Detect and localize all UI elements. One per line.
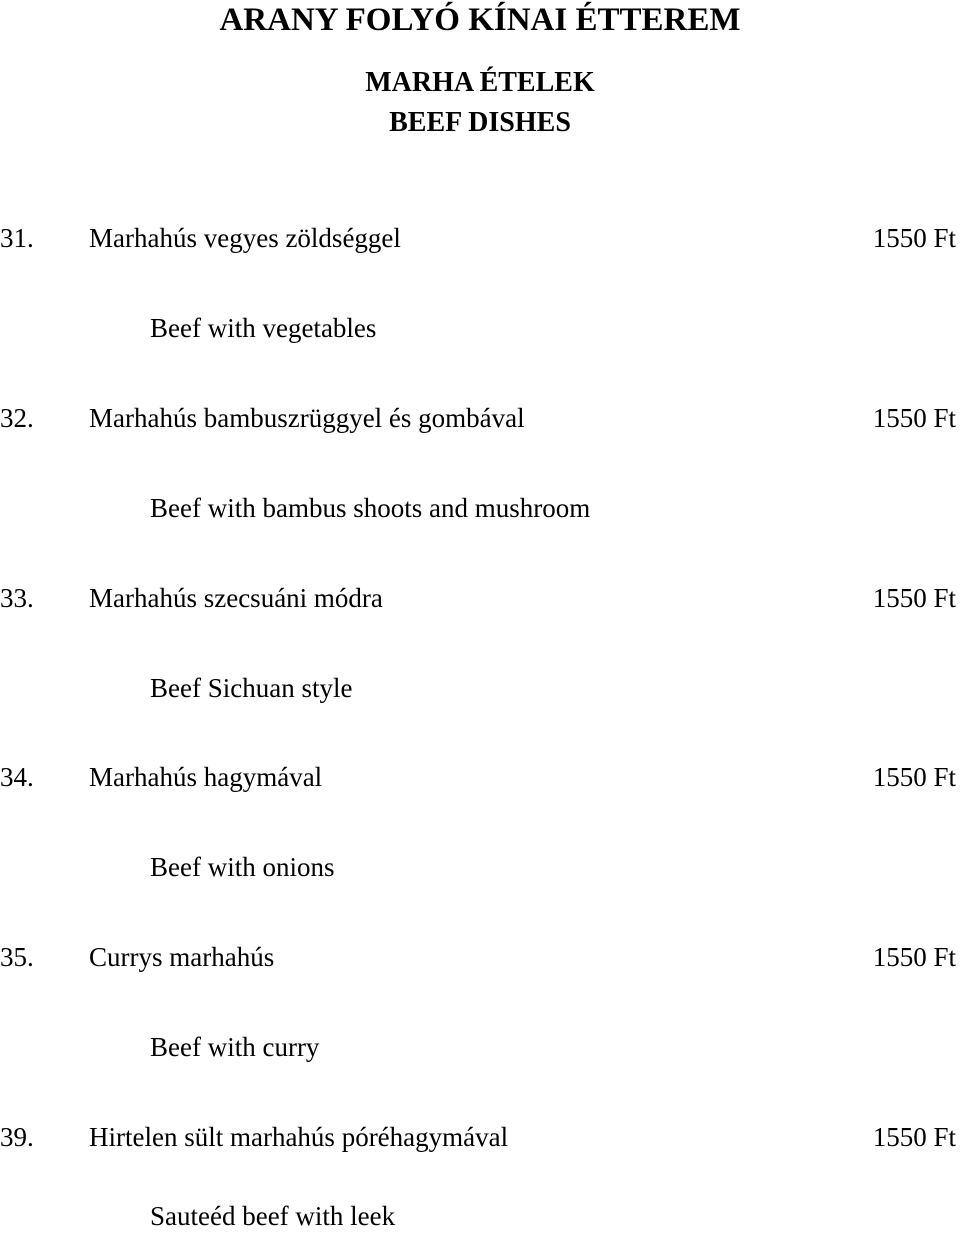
menu-item-39 xyxy=(0,1120,960,1154)
item-number: 32. xyxy=(0,403,34,433)
menu-item-31 xyxy=(0,221,960,255)
item-name-hu: Currys marhahús xyxy=(89,942,275,972)
item-price: 1550 Ft xyxy=(872,942,956,972)
item-name-hu: Marhahús bambuszrüggyel és gombával xyxy=(89,403,525,433)
menu-item-33 xyxy=(0,581,960,615)
item-name-en: Beef with vegetables xyxy=(150,313,377,343)
item-name-en: Beef with curry xyxy=(150,1032,320,1062)
menu-item-34 xyxy=(0,760,960,794)
item-price: 1550 Ft xyxy=(872,762,956,792)
item-name-en: Beef with bambus shoots and mushroom xyxy=(150,493,591,523)
item-number: 31. xyxy=(0,223,34,253)
item-price: 1550 Ft xyxy=(872,1122,956,1152)
item-name-en: Beef with onions xyxy=(150,852,335,882)
item-number: 34. xyxy=(0,762,34,792)
item-name-en: Sauteéd beef with leek xyxy=(150,1201,396,1231)
item-name-en: Beef Sichuan style xyxy=(150,673,353,703)
menu-item-35 xyxy=(0,940,960,974)
menu-item-32 xyxy=(0,401,960,435)
section-title-hu: MARHA ÉTELEK xyxy=(365,67,595,98)
item-number: 39. xyxy=(0,1122,34,1152)
item-name-hu: Marhahús szecsuáni módra xyxy=(89,583,383,613)
item-name-hu: Hirtelen sült marhahús póréhagymával xyxy=(89,1122,509,1152)
item-name-hu: Marhahús hagymával xyxy=(89,762,323,792)
item-number: 35. xyxy=(0,942,34,972)
item-price: 1550 Ft xyxy=(872,583,956,613)
item-price: 1550 Ft xyxy=(872,223,956,253)
item-number: 33. xyxy=(0,583,34,613)
item-name-hu: Marhahús vegyes zöldséggel xyxy=(89,223,401,253)
item-price: 1550 Ft xyxy=(872,403,956,433)
section-title-en: BEEF DISHES xyxy=(389,107,571,138)
restaurant-name: ARANY FOLYÓ KÍNAI ÉTTEREM xyxy=(219,2,741,38)
